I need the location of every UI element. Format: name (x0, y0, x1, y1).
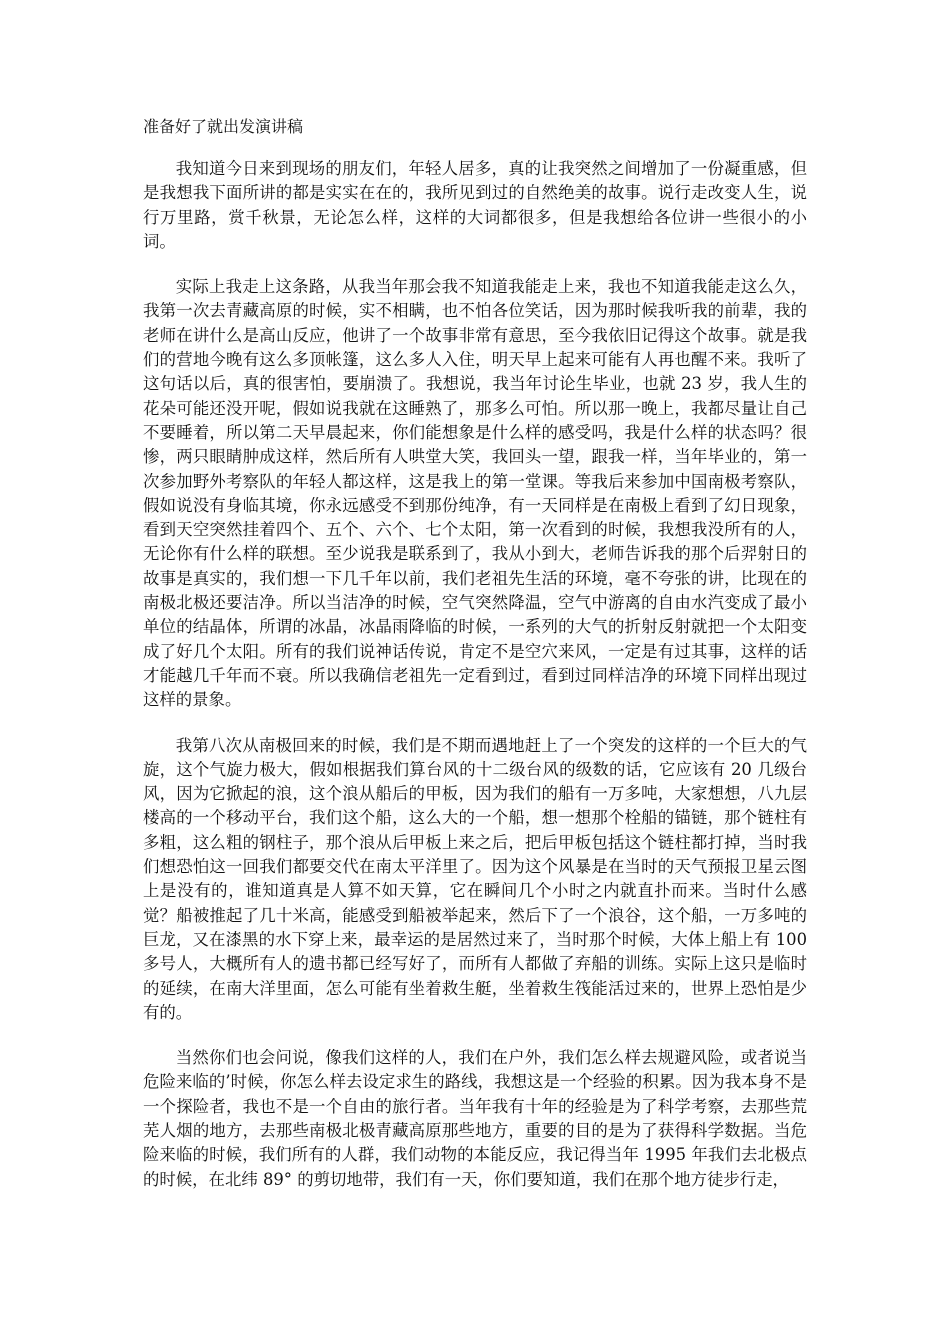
paragraph-3: 我第八次从南极回来的时候，我们是不期而遇地赶上了一个突发的这样的一个巨大的气旋，这个气旋力极大，假如根据我们算台风的十二级台风的级数的话，它应该有 20 几级台风，因为它掀起的浪，这个浪从船后的甲板，因为我们的船有一万多吨，大家想想，八九层楼高的一个移动平台，我们这个船，这么大的一个船，想一想那个栓船的锚链，那个链柱有多粗，这么粗的钢柱子，那个浪从后甲板上来之后，把后甲板包括这个链柱都打掉，当时我们想恐怕这一回我们都要交代在南太平洋里了。因为这个风暴是在当时的天气预报卫星云图上是没有的，谁知道真是人算不如天算，它在瞬间几个小时之内就直扑而来。当时什么感觉？船被推起了几十米高，能感受到船被举起来，然后下了一个浪谷，这个船，一万多吨的巨龙，又在漆黑的水下穿上来，最幸运的是居然过来了，当时那个时候，大体上船上有 100 多号人，大概所有人的遗书都已经写好了，而所有人都做了弃船的训练。实际上这只是临时的延续，在南大洋里面，怎么可能有坐着救生艇，坐着救生筏能活过来的，世界上恐怕是少有的。 (143, 735, 807, 1022)
document-title: 准备好了就出发演讲稿 (143, 117, 304, 136)
paragraph-2: 实际上我走上这条路，从我当年那会我不知道我能走上来，我也不知道我能走这么久，我第一次去青藏高原的时候，实不相瞒，也不怕各位笑话，因为那时候我听我的前辈，我的老师在讲什么是高山反应，他讲了一个故事非常有意思，至今我依旧记得这个故事。就是我们的营地今晚有这么多顶帐篷，这么多人入住，明天早上起来可能有人再也醒不来。我听了这句话以后，真的很害怕，要崩溃了。我想说，我当年讨论生毕业，也就 23 岁，我人生的花朵可能还没开呢，假如说我就在这睡熟了，那多么可怕。所以那一晚上，我都尽量让自己不要睡着，所以第二天早晨起来，你们能想象是什么样的感受吗，我是什么样的状态吗？很惨，两只眼睛肿成这样，然后所有人哄堂大笑，我回头一望，跟我一样，当年毕业的，第一次参加野外考察队的年轻人都这样，这是我上的第一堂课。等我后来参加中国南极考察队，假如说没有身临其境，你永远感受不到那份纯净，有一天同样是在南极上看到了幻日现象，看到天空突然挂着四个、五个、六个、七个太阳，第一次看到的时候，我想我没所有的人，无论你有什么样的联想。至少说我是联系到了，我从小到大，老师告诉我的那个后羿射日的故事是真实的，我们想一下几千年以前，我们老祖先生活的环境，毫不夸张的讲，比现在的南极北极还要洁净。所以当洁净的时候，空气突然降温，空气中游离的自由水汽变成了最小单位的结晶体，所谓的冰晶，冰晶雨降临的时候，一系列的大气的折射反射就把一个太阳变成了好几个太阳。所有的我们说神话传说，肯定不是空穴来风，一定是有过其事，这样的话才能越几千年而不衰。所以我确信老祖先一定看到过，看到过同样洁净的环境下同样出现过这样的景象。 (143, 277, 807, 710)
paragraph-4: 当然你们也会问说，像我们这样的人，我们在户外，我们怎么样去规避风险，或者说当危险来临的’时候，你怎么样去设定求生的路线，我想这是一个经验的积累。因为我本身不是一个探险者，我也不是一个自由的旅行者。当年我有十年的经验是为了科学考察，去那些荒芜人烟的地方，去那些南极北极青藏高原那些地方，重要的目的是为了获得科学数据。当危险来临的时候，我们所有的人群，我们动物的本能反应，我记得当年 1995 年我们去北极点的时候，在北纬 89° 的剪切地带，我们有一天，你们要知道，我们在那个地方徒步行走， (143, 1048, 807, 1189)
document-page (143, 115, 807, 1213)
paragraph-1: 我知道今日来到现场的朋友们，年轻人居多，真的让我突然之间增加了一份凝重感，但是我想我下面所讲的都是实实在在的，我所见到过的自然绝美的故事。说行走改变人生，说行万里路，赏千秋景，无论怎么样，这样的大词都很多，但是我想给各位讲一些很小的小词。 (143, 159, 807, 251)
